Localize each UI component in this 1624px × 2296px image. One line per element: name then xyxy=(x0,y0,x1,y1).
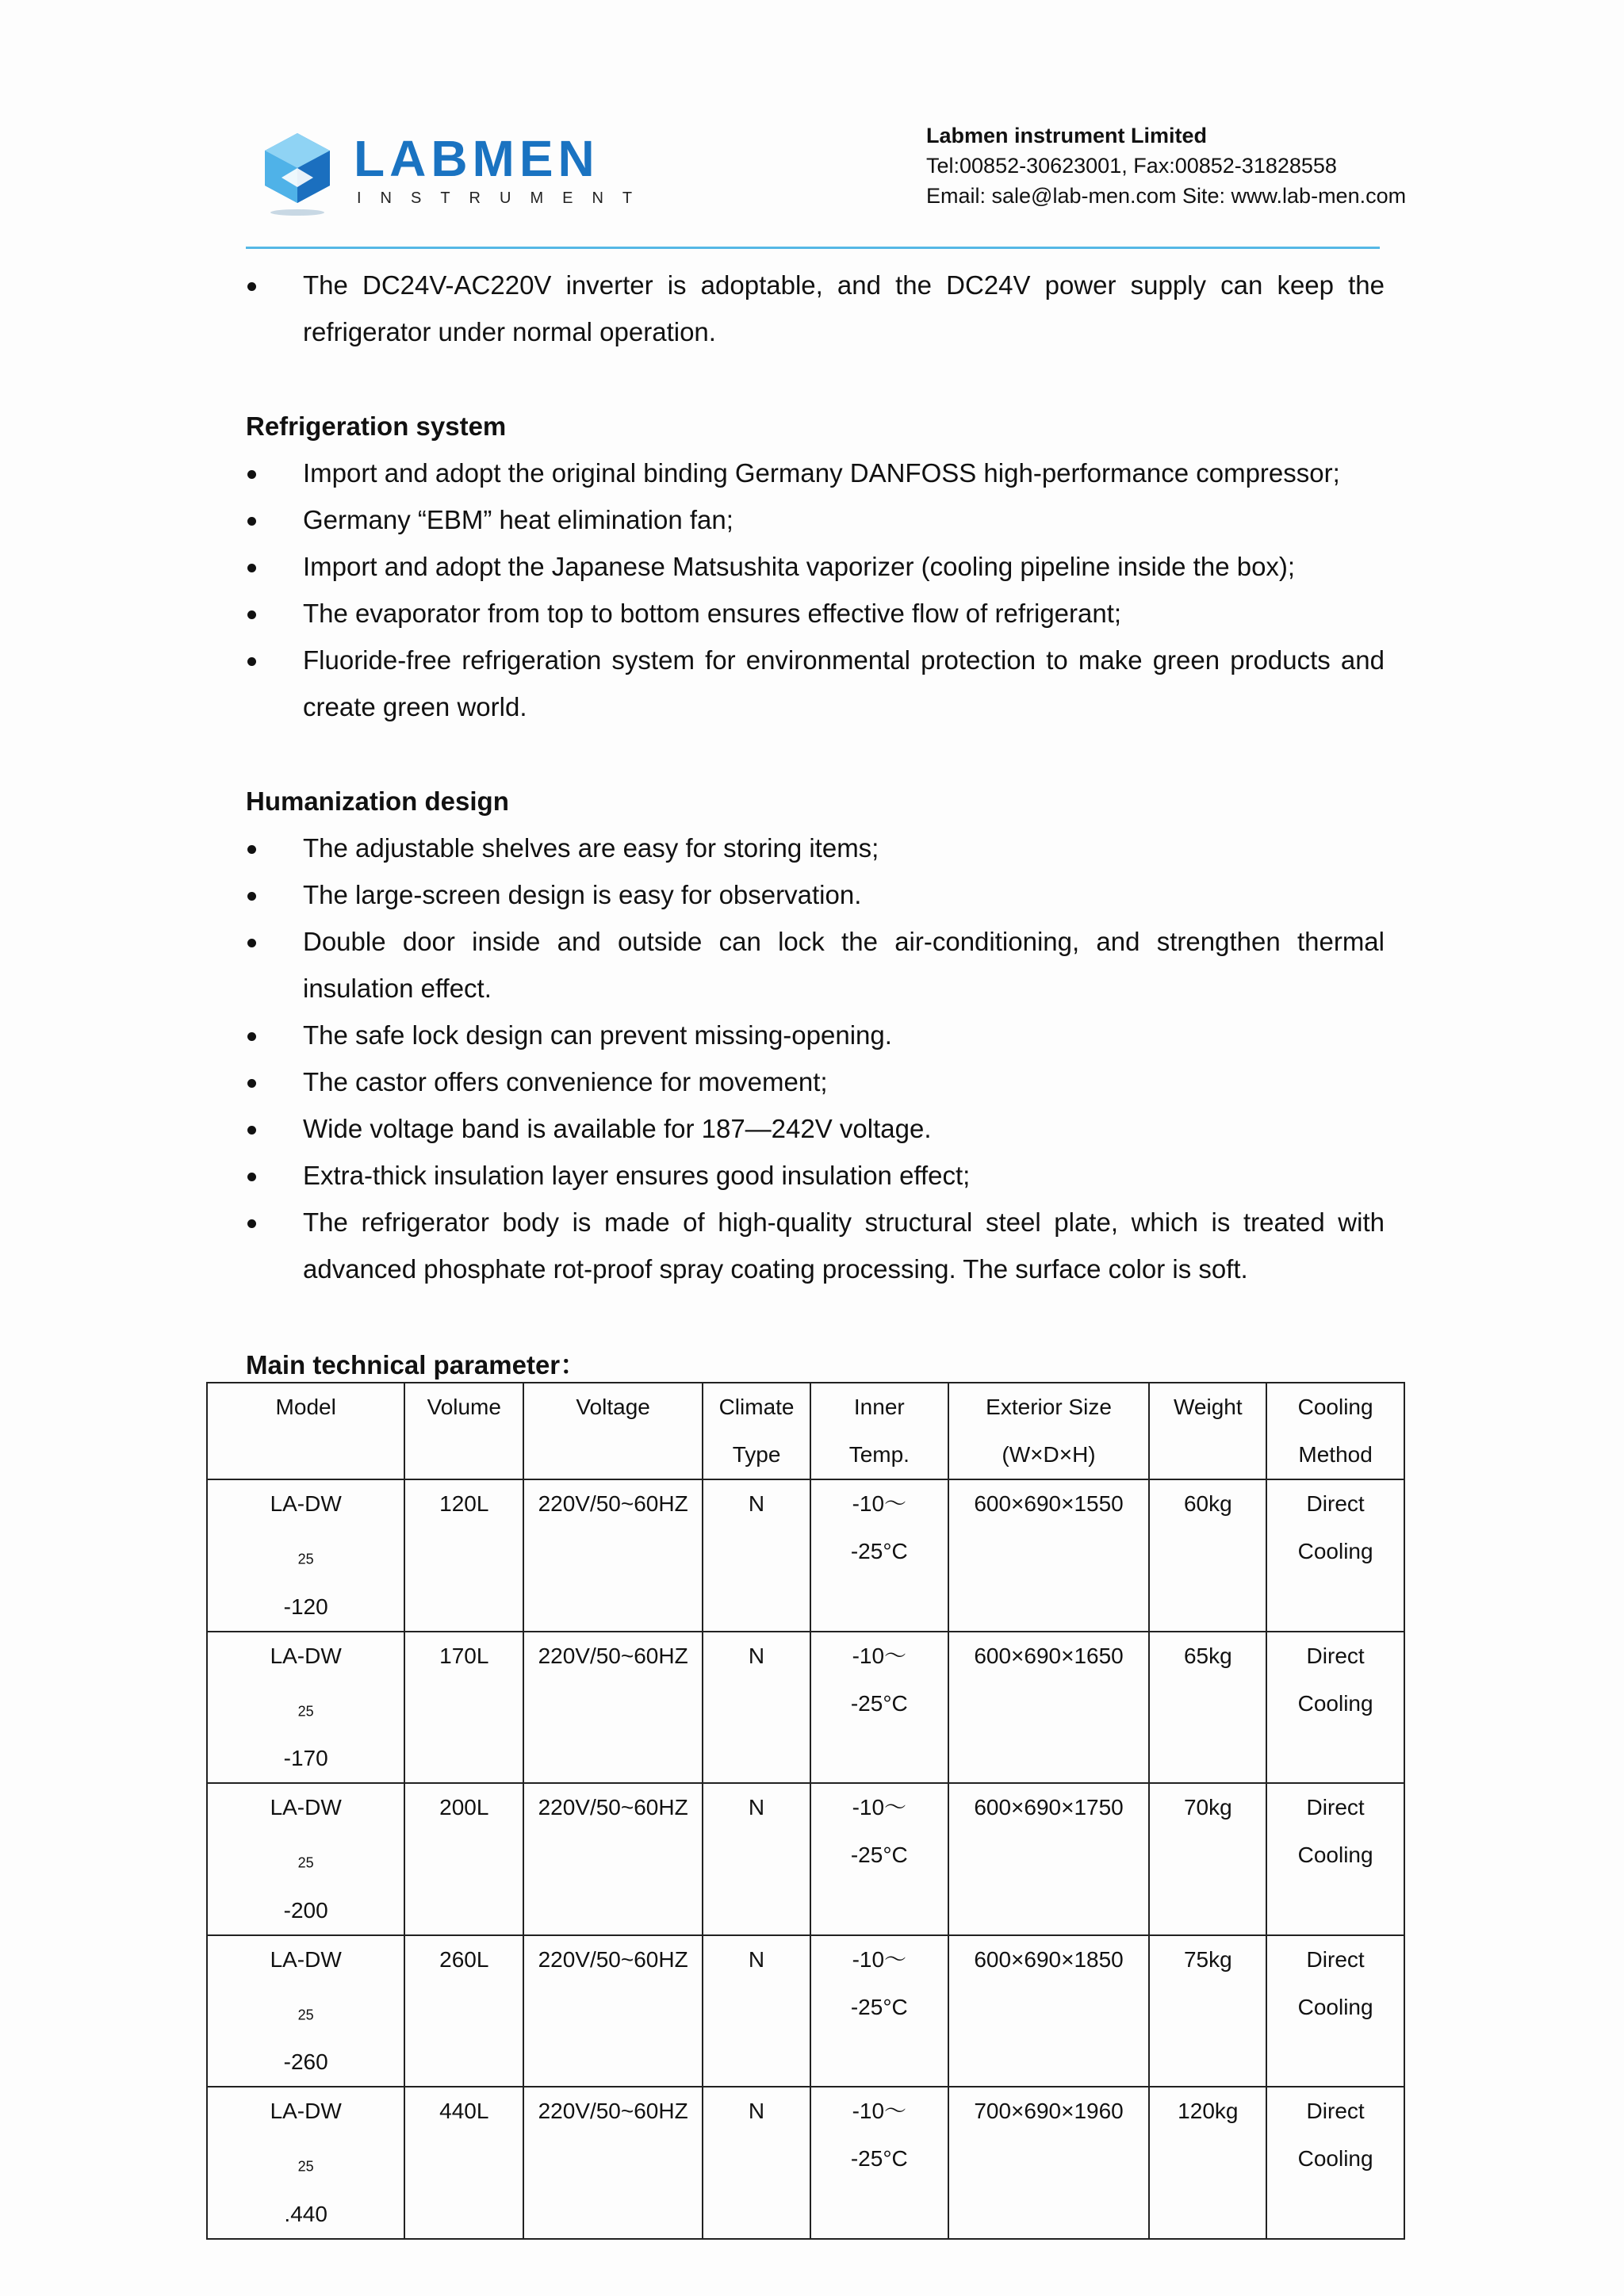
logo-sub-text: INSTRUMENT xyxy=(357,189,652,207)
list-item: Extra-thick insulation layer ensures good insulation effect; xyxy=(246,1152,1385,1199)
weight-cell: 120kg xyxy=(1149,2087,1266,2239)
header-cell: Cooling Method xyxy=(1266,1383,1404,1479)
section-title-refrigeration: Refrigeration system xyxy=(246,411,507,441)
list-item: The adjustable shelves are easy for storing items; xyxy=(246,825,1385,871)
weight-cell: 70kg xyxy=(1149,1783,1266,1935)
section-title-humanization: Humanization design xyxy=(246,786,509,816)
bullet-dot-icon xyxy=(247,1032,256,1041)
header-cell: Exterior Size (W×D×H) xyxy=(948,1383,1150,1479)
voltage-cell: 220V/50~60HZ xyxy=(523,1935,703,2087)
header-cell: Model xyxy=(207,1383,404,1479)
voltage-cell: 220V/50~60HZ xyxy=(523,1632,703,1784)
bullet-dot-icon xyxy=(247,1126,256,1135)
temp-cell: -10～ -25°C xyxy=(810,1632,948,1784)
weight-cell: 75kg xyxy=(1149,1935,1266,2087)
header-cell: Inner Temp. xyxy=(810,1383,948,1479)
bullet-dot-icon xyxy=(247,1219,256,1228)
header-cell: Climate Type xyxy=(703,1383,810,1479)
bullet-dot-icon xyxy=(247,1079,256,1088)
table-row xyxy=(207,1632,1404,1784)
cooling-cell: Direct Cooling xyxy=(1266,1632,1404,1784)
model-cell: LA-DW $_{25}$ -170 xyxy=(207,1632,404,1784)
size-cell: 600×690×1650 xyxy=(948,1632,1150,1784)
temp-cell: -10～ -25°C xyxy=(810,2087,948,2239)
size-cell: 600×690×1750 xyxy=(948,1783,1150,1935)
table-row xyxy=(207,1935,1404,2087)
list-item: The safe lock design can prevent missing-opening. xyxy=(246,1012,1385,1058)
bullet-dot-icon xyxy=(247,470,256,479)
list-item: Wide voltage band is available for 187—242V voltage. xyxy=(246,1105,1385,1152)
size-cell: 600×690×1550 xyxy=(948,1479,1150,1632)
size-cell: 600×690×1850 xyxy=(948,1935,1150,2087)
header-cell: Volume xyxy=(404,1383,523,1479)
table-row xyxy=(207,2087,1404,2239)
list-item: The evaporator from top to bottom ensures effective flow of refrigerant; xyxy=(246,590,1385,637)
logo-brand-text: LABMEN xyxy=(354,130,599,187)
list-item: The large-screen design is easy for observation. xyxy=(246,871,1385,918)
table-row xyxy=(207,1783,1404,1935)
header-divider xyxy=(246,247,1380,249)
table-row xyxy=(207,1479,1404,1632)
cooling-cell: Direct Cooling xyxy=(1266,1935,1404,2087)
company-name: Labmen instrument Limited xyxy=(926,124,1208,147)
climate-cell: N xyxy=(703,2087,810,2239)
company-web: Email: sale@lab-men.com Site: www.lab-men.com xyxy=(926,184,1407,208)
bullet-dot-icon xyxy=(247,845,256,854)
company-info xyxy=(926,121,1406,211)
model-cell: LA-DW $_{25}$ .440 xyxy=(207,2087,404,2239)
volume-cell: 170L xyxy=(404,1632,523,1784)
bullet-dot-icon xyxy=(247,657,256,666)
cooling-cell: Direct Cooling xyxy=(1266,1479,1404,1632)
header-cell: Voltage xyxy=(523,1383,703,1479)
climate-cell: N xyxy=(703,1632,810,1784)
labmen-logo xyxy=(254,127,652,222)
parameter-table xyxy=(206,1382,1405,2240)
bullet-dot-icon xyxy=(247,610,256,619)
cooling-cell: Direct Cooling xyxy=(1266,2087,1404,2239)
model-cell: LA-DW $_{25}$ -260 xyxy=(207,1935,404,2087)
voltage-cell: 220V/50~60HZ xyxy=(523,2087,703,2239)
list-item: The DC24V-AC220V inverter is adoptable, and the DC24V power supply can keep the refrigerator under normal operation. xyxy=(246,262,1385,355)
volume-cell: 200L xyxy=(404,1783,523,1935)
list-item: Double door inside and outside can lock the air-conditioning, and strengthen thermal insulation effect. xyxy=(246,918,1385,1012)
voltage-cell: 220V/50~60HZ xyxy=(523,1783,703,1935)
bullet-dot-icon xyxy=(247,517,256,526)
temp-cell: -10～ -25°C xyxy=(810,1479,948,1632)
list-item: Fluoride-free refrigeration system for environmental protection to make green products and create green world. xyxy=(246,637,1385,730)
list-item: Import and adopt the Japanese Matsushita vaporizer (cooling pipeline inside the box); xyxy=(246,543,1385,590)
bullet-dot-icon xyxy=(247,1173,256,1181)
company-contact: Tel:00852-30623001, Fax:00852-31828558 xyxy=(926,154,1337,178)
list-item: The castor offers convenience for movement; xyxy=(246,1058,1385,1105)
bullet-dot-icon xyxy=(247,939,256,947)
size-cell: 700×690×1960 xyxy=(948,2087,1150,2239)
climate-cell: N xyxy=(703,1479,810,1632)
model-cell: LA-DW $_{25}$ -200 xyxy=(207,1783,404,1935)
bullet-dot-icon xyxy=(247,282,256,291)
table-title: Main technical parameter： xyxy=(246,1350,587,1380)
voltage-cell: 220V/50~60HZ xyxy=(523,1479,703,1632)
temp-cell: -10～ -25°C xyxy=(810,1783,948,1935)
volume-cell: 260L xyxy=(404,1935,523,2087)
list-item: The refrigerator body is made of high-quality structural steel plate, which is treated with advanced phosphate rot-proof spray coating processing. The surface color is soft. xyxy=(246,1199,1385,1292)
climate-cell: N xyxy=(703,1935,810,2087)
model-cell: LA-DW $_{25}$ -120 xyxy=(207,1479,404,1632)
table-header-row xyxy=(207,1383,1404,1479)
document-body xyxy=(246,262,1385,1292)
list-item: Import and adopt the original binding Germany DANFOSS high-performance compressor; xyxy=(246,450,1385,496)
temp-cell: -10～ -25°C xyxy=(810,1935,948,2087)
hexagon-logo-icon xyxy=(265,133,330,216)
list-item: Germany “EBM” heat elimination fan; xyxy=(246,496,1385,543)
volume-cell: 440L xyxy=(404,2087,523,2239)
bullet-dot-icon xyxy=(247,892,256,901)
weight-cell: 65kg xyxy=(1149,1632,1266,1784)
volume-cell: 120L xyxy=(404,1479,523,1632)
cooling-cell: Direct Cooling xyxy=(1266,1783,1404,1935)
weight-cell: 60kg xyxy=(1149,1479,1266,1632)
header-cell: Weight xyxy=(1149,1383,1266,1479)
climate-cell: N xyxy=(703,1783,810,1935)
bullet-dot-icon xyxy=(247,564,256,572)
